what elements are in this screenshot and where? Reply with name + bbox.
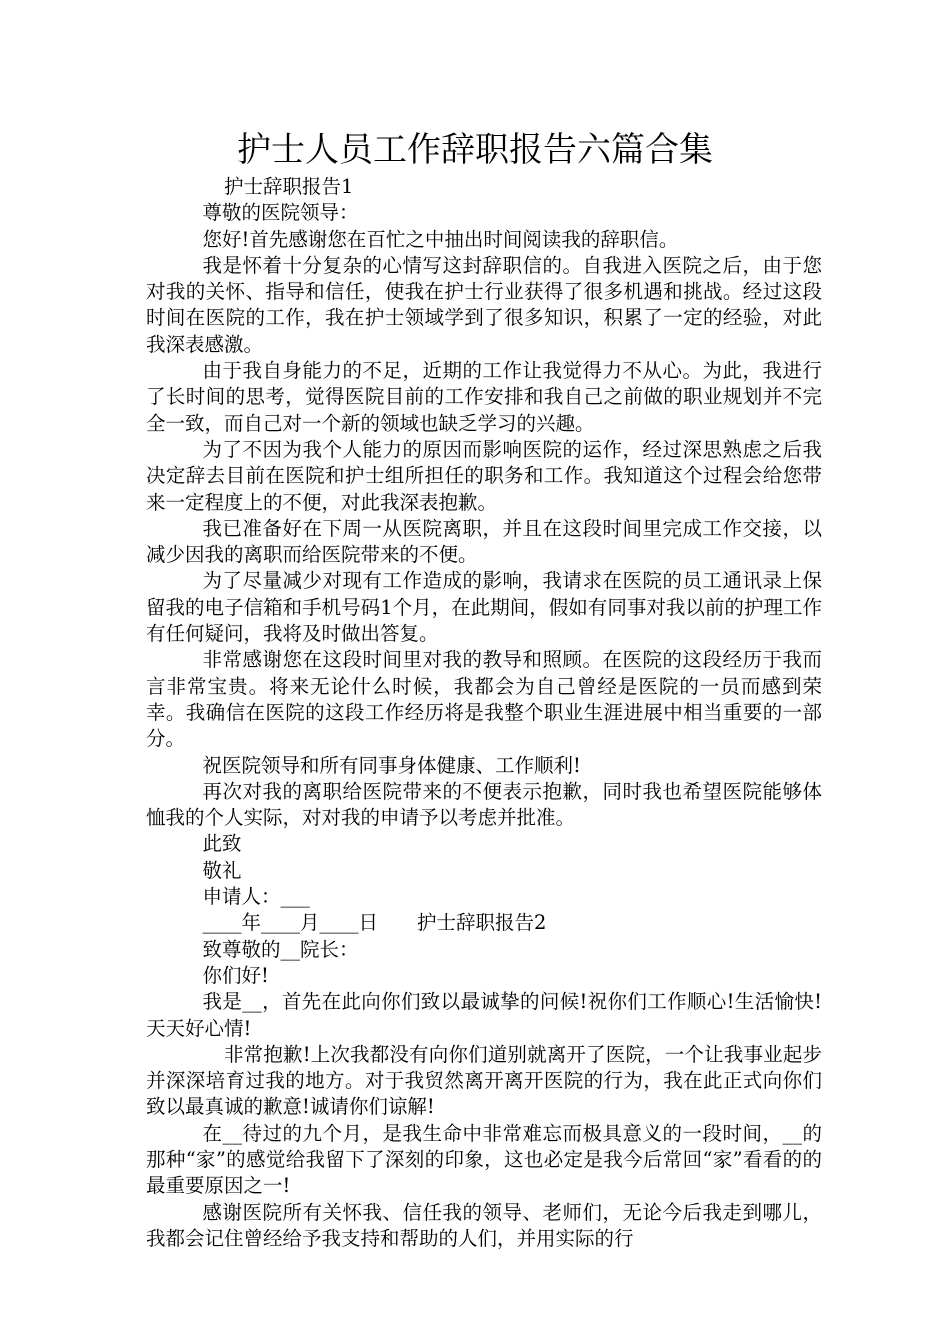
greeting: 你们好! xyxy=(202,963,269,987)
paragraph: 祝医院领导和所有同事身体健康、工作顺利! xyxy=(202,753,581,777)
paragraph: 为了尽量减少对现有工作造成的影响，我请求在医院的员工通讯录上保留我的电子信箱和手机号码1个月，在此期间，假如有同事对我以前的护理工作有任何疑问，我将及时做出答复。 xyxy=(146,569,822,646)
paragraph: 为了不因为我个人能力的原因而影响医院的运作，经过深思熟虑之后我决定辞去目前在医院和护士组所担任的职务和工作。我知道这个过程会给您带来一定程度上的不便，对此我深表抱歉。 xyxy=(146,437,822,514)
paragraph: 在__待过的九个月，是我生命中非常难忘而极具意义的一段时间，__的那种“家”的感觉给我留下了深刻的印象，这也必定是我今后常回“家”看看的的最重要原因之一! xyxy=(146,1121,822,1198)
paragraph: 再次对我的离职给医院带来的不便表示抱歉，同时我也希望医院能够体恤我的个人实际，对对我的申请予以考虑并批准。 xyxy=(146,779,822,830)
closing-line: 此致 xyxy=(202,832,242,856)
signature-line: 申请人：___ xyxy=(202,885,310,909)
paragraph: 感谢医院所有关怀我、信任我的领导、老师们，无论今后我走到哪儿，我都会记住曾经给予我支持和帮助的人们，并用实际的行 xyxy=(146,1200,822,1250)
salutation: 尊敬的医院领导： xyxy=(202,201,359,225)
paragraph: 由于我自身能力的不足，近期的工作让我觉得力不从心。为此，我进行了长时间的思考，觉得医院目前的工作安排和我自己之前做的职业规划并不完全一致，而自己对一个新的领域也缺乏学习的兴趣。 xyxy=(146,359,822,435)
date-line: ____年____月____日 护士辞职报告2 xyxy=(202,911,547,935)
paragraph: 非常抱歉!上次我都没有向你们道别就离开了医院，一个让我事业起步并深深培育过我的地方。对于我贸然离开离开医院的行为，我在此正式向你们致以最真诚的歉意!诚请你们谅解! xyxy=(146,1042,822,1119)
paragraph: 我已准备好在下周一从医院离职，并且在这段时间里完成工作交接，以减少因我的离职而给医院带来的不便。 xyxy=(146,516,822,567)
document-body xyxy=(146,174,822,1252)
paragraph: 我是__，首先在此向你们致以最诚挚的问候!祝你们工作顺心!生活愉快!天天好心情! xyxy=(146,990,822,1040)
closing-line: 敬礼 xyxy=(202,858,242,882)
document-title: 护士人员工作辞职报告六篇合集 xyxy=(237,130,713,170)
paragraph: 非常感谢您在这段时间里对我的教导和照顾。在医院的这段经历于我而言非常宝贵。将来无论什么时候，我都会为自己曾经是医院的一员而感到荣幸。我确信在医院的这段工作经历将是我整个职业生涯进展中相当重要的一部分。 xyxy=(146,648,822,751)
salutation: 致尊敬的__院长： xyxy=(202,937,359,961)
section-heading-1: 护士辞职报告1 xyxy=(224,175,354,198)
paragraph: 我是怀着十分复杂的心情写这封辞职信的。自我进入医院之后，由于您对我的关怀、指导和信任，使我在护士行业获得了很多机遇和挑战。经过这段时间在医院的工作，我在护士领域学到了很多知识，积累了一定的经验，对此我深表感激。 xyxy=(146,253,822,356)
paragraph: 您好!首先感谢您在百忙之中抽出时间阅读我的辞职信。 xyxy=(202,227,679,251)
